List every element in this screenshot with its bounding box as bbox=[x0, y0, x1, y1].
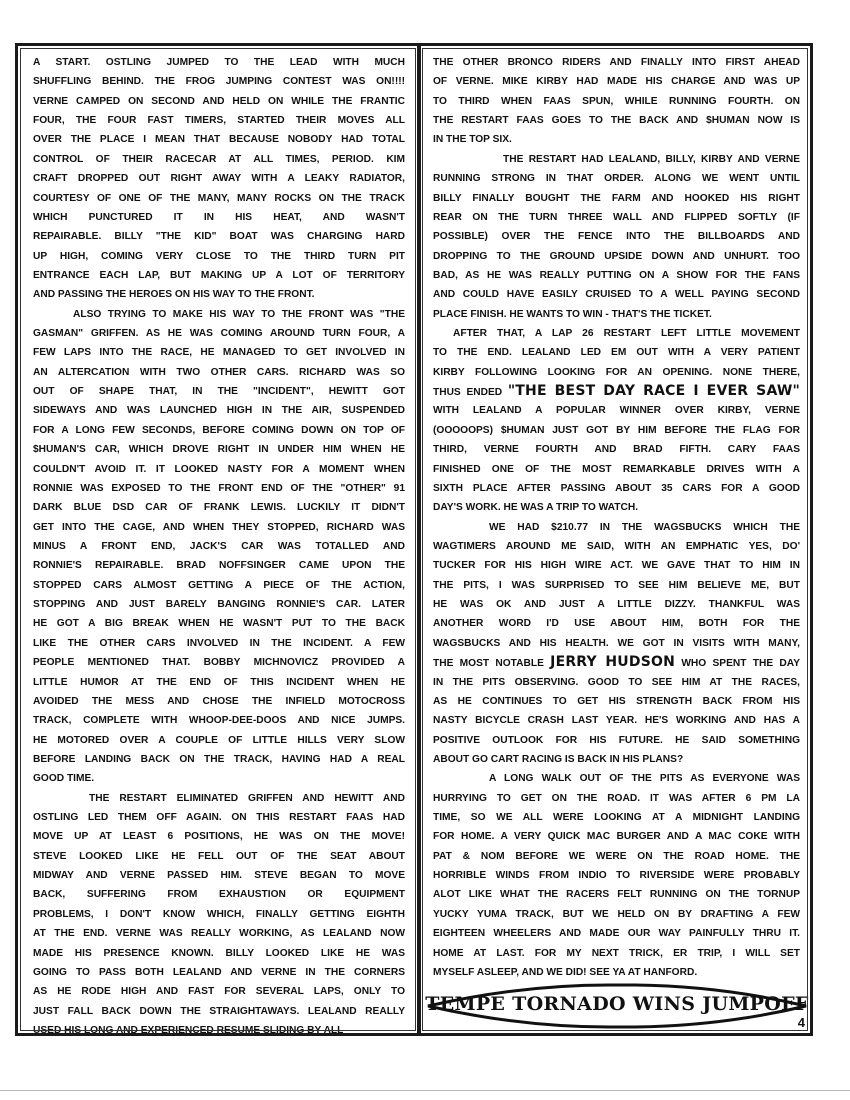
scan-edge-line bbox=[0, 1090, 850, 1091]
text-line: COURTESY OF ONE OF THE MANY, MANY ROCKS ON THE TRACK bbox=[33, 192, 405, 204]
text-line: DARK BLUE DSD CAR OF FRANK LEWIS. LUCKILY IT DIDN'T bbox=[33, 502, 405, 514]
text-line: FOR A LONG FEW SECONDS, BEFORE COMING DOWN ON TOP OF bbox=[33, 424, 405, 436]
text-line: ABOUT GO CART RACING IS BACK IN HIS PLANS? bbox=[433, 753, 684, 765]
text-line: FINISHED ONE OF THE MOST REMARKABLE DRIVES WITH A bbox=[433, 463, 800, 475]
text-line: THE RESTART HAD LEALAND, BILLY, KIRBY AND VERNE bbox=[503, 153, 800, 165]
text-line: ANOTHER WORD I'D USE ABOUT HIM, BOTH FOR THE bbox=[433, 618, 800, 630]
paragraph bbox=[33, 789, 405, 1041]
paragraph bbox=[433, 53, 800, 150]
text-line: PLACE FINISH. HE WANTS TO WIN - THAT'S THE TICKET. bbox=[433, 308, 712, 320]
text-line: WAGTIMERS AROUND ME SAID, WITH AN EMPHATIC YES, DO' bbox=[433, 540, 800, 552]
text-line: TIME, SO WE ALL WERE LOOKING AT A MIDNIGHT LANDING bbox=[433, 812, 800, 824]
right-column bbox=[417, 43, 813, 1036]
text-line: RONNIE'S REPAIRABLE. BRAD NOFFSINGER CAME UPON THE bbox=[33, 560, 405, 572]
text-line: FOR HOME. A VERY QUICK MAC BURGER AND A MAC COKE WITH bbox=[433, 831, 800, 843]
text-line: OF VERNE. MIKE KIRBY HAD MADE HIS CHARGE AND WAS UP bbox=[433, 76, 800, 88]
page-number: 4 bbox=[797, 1015, 805, 1030]
text-line: FEW LAPS INTO THE RACE, HE MANAGED TO GET INVOLVED IN bbox=[33, 347, 405, 359]
text-line: HE GOT A BIG BREAK WHEN HE WASN'T PUT TO THE BACK bbox=[33, 618, 405, 630]
text-line: CONTROL OF THEIR RACECAR AT ALL TIMES, PERIOD. KIM bbox=[33, 153, 405, 165]
emphasized-text: JERRY HUDSON bbox=[550, 654, 676, 671]
text-line: SIXTH PLACE AFTER PASSING ABOUT 35 CARS FOR A GOOD bbox=[433, 482, 800, 494]
text-line: SHUFFLING BEHIND. THE FROG JUMPING CONTEST WAS ON!!!! bbox=[33, 76, 405, 88]
text-line: LIKE THE OTHER CARS INVOLVED IN THE INCIDENT. A FEW bbox=[33, 637, 405, 649]
text-line: UP HIGH, COMING VERY CLOSE TO THE THIRD TURN PIT bbox=[33, 250, 405, 262]
text-line: KIRBY FOLLOWING LOOKING FOR AN OPENING. NONE THERE, bbox=[433, 366, 800, 378]
text-line: $HUMAN'S CAR, WHICH DROVE RIGHT IN UNDER HIM WHEN HE bbox=[33, 444, 405, 456]
text-line: DAY'S WORK. HE WAS A TRIP TO WATCH. bbox=[433, 502, 639, 514]
text-line: IN THE PITS OBSERVING. GOOD TO SEE HIM AT THE RACES, bbox=[433, 676, 800, 688]
text-line: DROPPING TO THE GROUND UPSIDE DOWN AND UNHURT. TOO bbox=[433, 250, 800, 262]
text-line: A LONG WALK OUT OF THE PITS AS EVERYONE WAS bbox=[489, 773, 800, 785]
text-line: THE PITS, I WAS SURPRISED TO SEE HIM BELIEVE ME, BUT bbox=[433, 579, 800, 591]
right-column-text bbox=[433, 53, 800, 982]
text-line: LITTLE HUMOR AT THE END OF THIS INCIDENT WHEN HE bbox=[33, 676, 405, 688]
paragraph bbox=[33, 305, 405, 789]
left-column-text bbox=[33, 53, 405, 1040]
text-line: THE RESTART FAAS GOES TO THE BACK AND $HUMAN NOW IS bbox=[433, 115, 800, 127]
paragraph bbox=[433, 150, 800, 324]
paragraph bbox=[433, 324, 800, 518]
headline-banner bbox=[424, 982, 810, 1030]
text-line: AFTER THAT, A LAP 26 RESTART LEFT LITTLE MOVEMENT bbox=[453, 328, 800, 340]
paragraph bbox=[33, 53, 405, 305]
text-line: HURRYING TO GET ON THE ROAD. IT WAS AFTER 6 PM LA bbox=[433, 792, 800, 804]
text-line: BAD, AS HE WAS REALLY PUTTING ON A SHOW FOR THE FANS bbox=[433, 269, 800, 281]
text-line: WE HAD $210.77 IN THE WAGSBUCKS WHICH THE bbox=[489, 521, 800, 533]
text-line: USED HIS LONG AND EXPERIENCED RESUME SLIDING BY ALL bbox=[33, 1024, 344, 1036]
emphasized-text: "THE BEST DAY RACE I EVER SAW" bbox=[507, 383, 800, 400]
text-line: FOUR, THE FOUR FAST TIMERS, STARTED THEIR MOVES ALL bbox=[33, 115, 405, 127]
text-line: PEOPLE MENTIONED THAT. BOBBY MICHNOVICZ PROVIDED A bbox=[33, 657, 405, 669]
text-line: BACK, SUFFERING FROM EXHAUSTION OR EQUIPMENT bbox=[33, 889, 405, 901]
text-line: NASTY BICYCLE CRASH LAST YEAR. HE'S WORKING AND HAS A bbox=[433, 715, 800, 727]
text-line: COULDN'T AVOID IT. IT LOOKED NASTY FOR A MOMENT WHEN bbox=[33, 463, 405, 475]
text-line: OVER THE PLACE I MEAN THAT BECAUSE NOBODY HAD TOTAL bbox=[33, 134, 405, 146]
text-line: THE RESTART ELIMINATED GRIFFEN AND HEWITT AND bbox=[89, 792, 405, 804]
text-line: GOOD TIME. bbox=[33, 773, 95, 785]
text-line: TO THE END. LEALAND LED EM OUT WITH A VERY PATIENT bbox=[433, 347, 800, 359]
text-line: MINUS A FRONT END, JACK'S CAR WAS TOTALLED AND bbox=[33, 540, 405, 552]
text-line: POSITIVE OUTLOOK FOR HIS FUTURE. HE SAID SOMETHING bbox=[433, 734, 800, 746]
left-column bbox=[15, 43, 421, 1036]
text-line: HORRIBLE WINDS FROM INDIO TO RIVERSIDE WERE PROBABLY bbox=[433, 870, 800, 882]
text-line: TUCKER FOR HIS HIGH WIRE ACT. WE GAVE THAT TO HIM IN bbox=[433, 560, 800, 572]
text-line: RUNNING STRONG IN THAT ORDER. ALONG WE WENT UNTIL bbox=[433, 173, 800, 185]
text-line: MIDWAY AND VERNE PASSED HIM. STEVE BEGAN TO MOVE bbox=[33, 870, 405, 882]
text-line: GASMAN" GRIFFEN. AS HE WAS COMING AROUND TURN FOUR, A bbox=[33, 328, 405, 340]
text-line bbox=[433, 382, 800, 401]
text-segment: WHO SPENT THE DAY bbox=[681, 658, 800, 670]
text-segment: THE MOST NOTABLE bbox=[433, 658, 551, 670]
text-line: CRAFT DROPPED OUT RIGHT AWAY WITH A LEAKY RADIATOR, bbox=[33, 173, 405, 185]
text-line: AT THE END. VERNE WAS REALLY WORKING, AS LEALAND NOW bbox=[33, 928, 405, 940]
text-line: ALSO TRYING TO MAKE HIS WAY TO THE FRONT WAS "THE bbox=[73, 308, 405, 320]
text-line: RONNIE WAS EXPOSED TO THE FRONT END OF THE "OTHER" 91 bbox=[33, 482, 405, 494]
text-line: AN ALTERCATION WITH TWO OTHER CARS. RICHARD WAS SO bbox=[33, 366, 405, 378]
text-line: PAT & NOM BEFORE WE WERE ON THE ROAD HOME. THE bbox=[433, 850, 800, 862]
text-line: JUST FALL BACK DOWN THE STRAIGHTAWAYS. LEALAND REALLY bbox=[33, 1005, 405, 1017]
text-line: MOVE UP AT LEAST 6 POSITIONS, HE WAS ON THE MOVE! bbox=[33, 831, 405, 843]
text-line: HOME AT LAST. FOR MY NEXT TRICK, ER TRIP, I WILL SET bbox=[433, 947, 800, 959]
text-line: BEFORE LANDING BACK ON THE TRACK, HAVING HAD A REAL bbox=[33, 753, 405, 765]
paragraph bbox=[433, 518, 800, 770]
text-line: TO THIRD WHEN FAAS SPUN, WHILE RUNNING FOURTH. ON bbox=[433, 95, 800, 107]
text-line: TRACK, COMPLETE WITH WHOOP-DEE-DOOS AND NICE JUMPS. bbox=[33, 715, 405, 727]
text-line: MYSELF ASLEEP, AND WE DID! SEE YA AT HANFORD. bbox=[433, 966, 698, 978]
text-line: VERNE CAMPED ON SECOND AND HELD ON WHILE THE FRANTIC bbox=[33, 95, 405, 107]
text-line: STOPPED CARS ALMOST GETTING A PIECE OF THE ACTION, bbox=[33, 579, 405, 591]
text-line: AVOIDED THE MESS AND CHOSE THE INFIELD MOTOCROSS bbox=[33, 695, 405, 707]
text-segment: THUS ENDED bbox=[433, 387, 508, 399]
text-line: HE WAS OK AND JUST A LITTLE DIZZY. THANKFUL WAS bbox=[433, 599, 800, 611]
text-line: OSTLING LED THEM OFF AGAIN. ON THIS RESTART FAAS HAD bbox=[33, 812, 405, 824]
text-line: POSSIBLE) OVER THE FENCE INTO THE BILLBOARDS AND bbox=[433, 231, 800, 243]
text-line: BILLY FINALLY BOUGHT THE FARM AND HOOKED HIS RIGHT bbox=[433, 192, 800, 204]
banner-headline: TEMPE TORNADO WINS JUMPOFF bbox=[425, 993, 809, 1015]
text-line: AS HE CONTINUES TO GET HIS STRENGTH BACK FROM HIS bbox=[433, 695, 800, 707]
text-line: AND PASSING THE HEROES ON HIS WAY TO THE FRONT. bbox=[33, 289, 315, 301]
text-line: AS HE RODE HIGH AND FAST FOR SEVERAL LAPS, ONLY TO bbox=[33, 986, 405, 998]
text-line: THE OTHER BRONCO RIDERS AND FINALLY INTO FIRST AHEAD bbox=[433, 57, 800, 68]
text-line: SIDEWAYS AND WAS LAUNCHED HIGH IN THE AIR, SUSPENDED bbox=[33, 405, 405, 417]
text-line: A START. OSTLING JUMPED TO THE LEAD WITH MUCH bbox=[33, 57, 405, 68]
paragraph bbox=[433, 769, 800, 982]
text-line: WHICH PUNCTURED IT IN HIS HEAT, AND WASN'T bbox=[33, 211, 405, 223]
text-line: EIGHTEEN WHEELERS AND MADE OUR WAY PAINFULLY THRU IT. bbox=[433, 928, 800, 940]
text-line: WITH LEALAND A POPULAR WINNER OVER KIRBY, VERNE bbox=[433, 405, 800, 417]
text-line: REAR ON THE TURN THREE WALL AND FLIPPED SOFTLY (IF bbox=[433, 211, 800, 223]
text-line: AND COULD HAVE EASILY CRUISED TO A WELL PAYING SECOND bbox=[433, 289, 800, 301]
text-line: PROBLEMS, I DON'T KNOW WHICH, FINALLY GETTING EIGHTH bbox=[33, 908, 405, 920]
text-line: GOING TO PASS BOTH LEALAND AND VERNE IN THE CORNERS bbox=[33, 966, 405, 978]
text-line: IN THE TOP SIX. bbox=[433, 134, 512, 146]
text-line: YUCKY YUMA TRACK, BUT WE HELD ON BY DRAFTING A FEW bbox=[433, 908, 800, 920]
text-line: STOPPING AND JUST BARELY BANGING RONNIE'S CAR. LATER bbox=[33, 599, 405, 611]
text-line: THIRD, VERNE FOURTH AND BRAD FIFTH. CARY FAAS bbox=[433, 444, 800, 456]
text-line bbox=[433, 653, 800, 672]
text-line: STEVE LOOKED LIKE HE FELL OUT OF THE SEAT ABOUT bbox=[33, 850, 405, 862]
text-line: REPAIRABLE. BILLY "THE KID" BOAT WAS CHARGING HARD bbox=[33, 231, 405, 243]
text-line: WAGSBUCKS AND HIS HEALTH. WE GOT IN VISITS WITH MANY, bbox=[433, 637, 800, 649]
banner-lens-shape bbox=[424, 982, 810, 1030]
text-line: ENTRANCE EACH LAP, BUT MAKING UP A LOT OF TERRITORY bbox=[33, 269, 405, 281]
text-line: HE MOTORED OVER A COUPLE OF LITTLE HILLS VERY SLOW bbox=[33, 734, 405, 746]
text-line: GET INTO THE CAGE, AND WHEN THEY STOPPED, RICHARD WAS bbox=[33, 521, 405, 533]
text-line: MADE HIS PRESENCE KNOWN. BILLY LOOKED LIKE HE WAS bbox=[33, 947, 405, 959]
text-line: (OOOOOPS) $HUMAN JUST GOT BY HIM BEFORE THE FLAG FOR bbox=[433, 424, 800, 436]
text-line: ALOT LIKE WHAT THE RACERS FELT RUNNING ON THE TORNUP bbox=[433, 889, 800, 901]
text-line: OUT OF SHAPE THAT, IN THE "INCIDENT", HEWITT GOT bbox=[33, 386, 405, 398]
